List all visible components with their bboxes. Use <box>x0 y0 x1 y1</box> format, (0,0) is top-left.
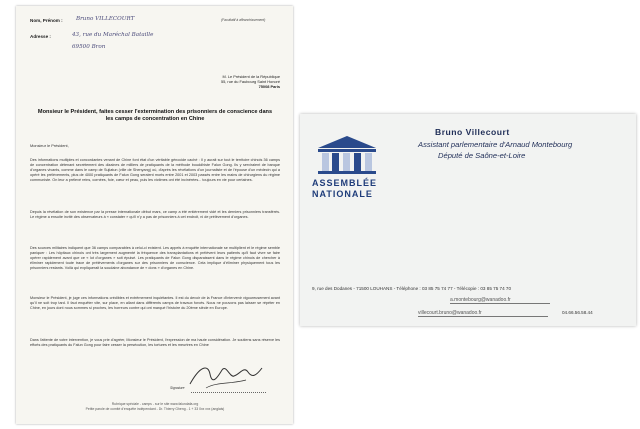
optional-stamp-note: (Facultatif à affranchissement) <box>221 18 266 22</box>
handwritten-address-line-2: 69500 Bron <box>72 44 106 50</box>
card-title-line-2: Député de Saône-et-Loire <box>438 151 526 160</box>
email-underline <box>418 316 548 317</box>
letter-greeting: Monsieur le Président, <box>30 143 69 148</box>
recipient-line: 55, rue du Faubourg Saint Honoré <box>220 79 280 84</box>
recipient-block <box>186 74 280 89</box>
logo-text-line-1: ASSEMBLÉE <box>312 178 378 188</box>
name-label: Nom, Prénom : <box>30 18 63 23</box>
footer-line: Rubrique spéciale - camps - sur le site www.falundafa.org <box>111 402 199 406</box>
business-card <box>300 114 636 326</box>
assemblee-nationale-logo-icon <box>314 134 380 174</box>
letter-paragraph: Des sources militaires indiquent que 36 camps comparables à celui-ci existent. Les appels à enquête internationale se multiplient et le régime semble paniquer : Les hôpitaux chinois ont très largement augmenté la fréquence des transplantations et prélèvent leurs patients qu'il faut vivre se faire opérer rapidement avant que ce « lot d'organes » soit épuisé. Les pratiquants de Falun Gong disparaissent dans le régime chinois de chercher à éliminer rapidement toute trace de prélèvements d'organes sur des prisonniers de conscience. Cela implique d'éliminer physiquement tous les prisonniers restants. Voilà qui expliquerait la soudaine abondance de « dons » d'organes en Chine. <box>30 246 280 270</box>
card-holder-name: Bruno Villecourt <box>435 127 510 137</box>
handwritten-signature <box>186 358 266 392</box>
signature-label: Signature <box>170 386 185 390</box>
handwritten-name: Bruno VILLECOURT <box>76 16 135 22</box>
letter-paragraph: Depuis la révélation de son existence par la presse internationale début mars, ce camp a été entièrement vidé et les derniers prisonniers transférés. Le régime a ensuite invité des observateurs à « constater » qu'il n'y a pas de prisonniers à cet endroit, ni de prélèvement d'organes. <box>30 210 280 219</box>
petition-letter <box>16 6 293 424</box>
logo-text-line-2: NATIONALE <box>312 189 373 199</box>
card-phone-2: 04.66.56.58.44 <box>562 310 593 315</box>
recipient-line: M. Le Président de la République <box>222 74 280 79</box>
signature-line <box>191 392 266 393</box>
email-underline <box>450 303 550 304</box>
handwritten-address-line-1: 43, rue du Maréchal Bataille <box>72 32 154 38</box>
address-label: Adresse : <box>30 34 51 39</box>
letter-title: Monsieur le Président, faites cesser l'extermination des prisonniers de conscience dans les camps de concentration en Chine <box>37 109 273 122</box>
card-email-2: villecourt.bruno@wanadoo.fr <box>418 310 482 316</box>
letter-paragraph: Des informations multiples et concordantes venant de Chine font état d'un véritable génocide caché : Il y aurait sur tout le territoire chinois 36 camps de concentration détenant secrètement des dizaines de milliers de pratiquants de la méthode bouddhiste Falun Gong. Ils y serviraient de banque d'organes vivants, comme dans le camp de Sujiatun (ville de Shenyang) où, d'après les révélations d'un journaliste et de l'épouse d'un médecin qui a opéré les prélèvements, plus de 4000 pratiquants de Falun Gong seraient morts entre 2001 et 2003 passés entre les mains de chirurgiens du régime communiste. On leur a prélevé reins, cornées, foie, cœur et peau, puis les victimes ont été incinérées... toujours en vie pour certaines. <box>30 158 280 182</box>
card-title-line-1: Assistant parlementaire d'Arnaud Montebourg <box>418 140 573 149</box>
letter-paragraph: Monsieur le Président, je juge ces informations crédibles et extrêmement inquiétantes. Il est du devoir de la France d'intervenir vigoureusement avant qu'il ne soit trop tard. Il faut enquêter vite, sur place, en allant dans différents camps de travaux forcés. Nous ne pouvons pas laisser se répéter en Chine, en jours dont nous sommes si proches, les horreurs contre qui ont marqué l'histoire du 20ème siècle en Europe. <box>30 296 280 310</box>
recipient-line: 75008 Paris <box>258 84 280 89</box>
letter-paragraph: Dans l'attente de votre intervention, je vous prie d'agréer, Monsieur le Président, l'expression de ma haute considération. Je soutiens sans réserve les efforts des pratiquants du Falun Gong pour faire cesser la persécution, les tortures et les meurtres en Chine <box>30 338 280 347</box>
letter-footer <box>38 402 272 412</box>
footer-line: Petite parole de comité d'enquête indépendant - Dr. Thierry Gheng - 1 + 33 0xx xxx (anglais) <box>85 407 225 411</box>
card-email-1: a.montebourg@wanadoo.fr <box>450 297 511 303</box>
card-address-line: 9, rue des Dodanes - 71500 LOUHANS - Téléphone : 03 85 75 74 77 - Télécopie : 03 85 75 74 70 <box>312 286 512 291</box>
